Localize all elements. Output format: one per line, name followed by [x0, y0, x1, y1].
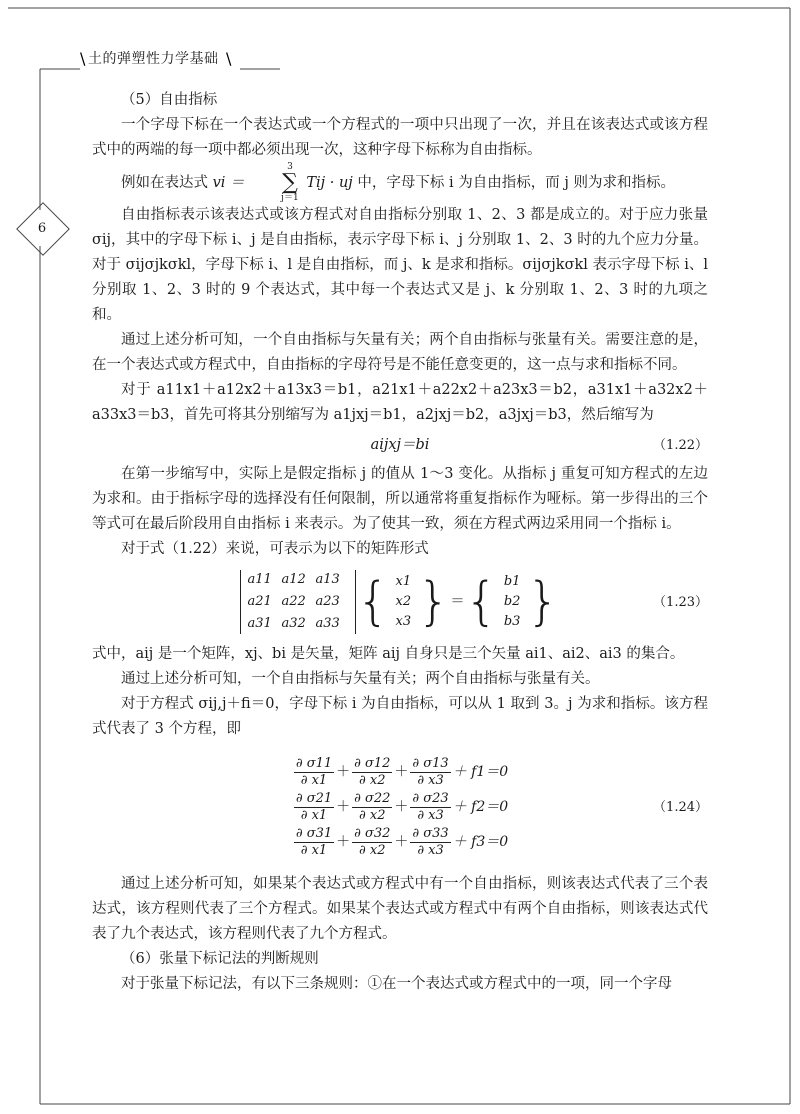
frac-num: ∂ σ11: [295, 755, 333, 771]
b-vector: [498, 572, 527, 632]
frac-den: ∂ x3: [417, 807, 444, 823]
svg-text:\: \: [226, 49, 232, 68]
frac-num: ∂ σ23: [412, 790, 449, 806]
equation-1-23: [92, 562, 708, 642]
eq123-number: （1.23）: [653, 594, 708, 610]
body-force-term: ＋ f2＝0: [452, 798, 509, 815]
paragraph-1: 一个字母下标在一个表达式或一个方程式的一项中只出现了一次，并且在该表达式或该方程式中的两端的每一项中都必须出现一次，这种字母下标称为自由指标。: [92, 117, 708, 158]
paragraph-2: [92, 163, 708, 203]
plus-sign: ＋: [394, 763, 409, 780]
equation-1-22: [92, 428, 708, 462]
frac-den: ∂ x2: [359, 772, 386, 788]
equilibrium-line-3: [292, 826, 508, 859]
frac-num: ∂ σ33: [412, 825, 449, 841]
right-brace-icon: }: [417, 572, 451, 632]
paragraph-9: 通过上述分析可知，一个自由指标与矢量有关；两个自由指标与张量有关。: [121, 671, 600, 687]
p2-pre: 例如在表达式: [121, 175, 213, 191]
body-force-term: ＋ f3＝0: [452, 833, 509, 850]
formula-term: Tij · uj: [306, 175, 353, 191]
frac-num: ∂ σ22: [354, 790, 391, 806]
vector-cell: b2: [503, 594, 521, 609]
frac-num: ∂ σ13: [412, 755, 449, 771]
plus-sign: ＋: [394, 833, 409, 850]
paragraph-5: 对于 a11x1＋a12x2＋a13x3＝b1，a21x1＋a22x2＋a23x3＝b2，a31x1＋a32x2＋a33x3＝b3，首先可将其分别缩写为 a1jxj＝b1，a2jxj＝b2，a3jxj＝b3，然后缩写为: [92, 382, 708, 423]
frac-num: ∂ σ31: [295, 825, 333, 841]
matrix-cell: a22: [281, 594, 306, 609]
frac-den: ∂ x2: [359, 842, 386, 858]
frac-num: ∂ σ21: [295, 790, 333, 806]
sum-symbol: [252, 163, 299, 203]
sigma-icon: ∑: [282, 170, 298, 195]
eq122-body: aijxj＝bi: [370, 436, 430, 453]
vector-cell: x1: [395, 574, 412, 589]
frac-num: ∂ σ12: [354, 755, 391, 771]
vector-cell: b1: [503, 574, 521, 589]
equilibrium-equations: [292, 756, 508, 859]
matrix-cell: a21: [247, 594, 272, 609]
paragraph-4: 通过上述分析可知，一个自由指标与矢量有关；两个自由指标与张量有关。需要注意的是，在一个表达式或方程式中，自由指标的字母符号是不能任意变更的，这一点与求和指标不同。: [92, 332, 708, 373]
frac-den: ∂ x1: [300, 772, 328, 788]
vector-cell: x2: [395, 594, 412, 609]
paragraph-3: 自由指标表示该表达式或该方程式对自由指标分别取 1、2、3 都是成立的。对于应力张量 σij，其中的字母下标 i、j 是自由指标，表示字母下标 i、j 分别取 1、2、3 时的九个应力分量。对于 σijσjkσkl，字母下标 i、l 是自由指标，而 j、k 是求和指标。σijσjkσkl 表示字母下标 i、l 分别取 1、2、3 时的 9 个表达式，其中每一个表达式又是 j、k 分别取 1、2、3 时的九项之和。: [92, 207, 708, 323]
page-number: 6: [37, 220, 47, 236]
equilibrium-line-1: [292, 756, 508, 789]
plus-sign: ＋: [336, 833, 351, 850]
paragraph-11: 通过上述分析可知，如果某个表达式或方程式中有一个自由指标，则该表达式代表了三个表达式，该方程则代表了三个方程式。如果某个表达式或方程式中有两个自由指标，则该表达式代表了九个表达式，该方程则代表了九个方程式。: [92, 876, 708, 942]
right-brace-icon: }: [526, 572, 560, 632]
frac-den: ∂ x3: [417, 772, 444, 788]
vector-cell: b3: [503, 614, 521, 629]
eq124-number: （1.24）: [653, 799, 708, 815]
frac-num: ∂ σ32: [354, 825, 391, 841]
coefficient-matrix: [240, 570, 356, 634]
section-6-title: （6）张量下标记法的判断规则: [121, 951, 319, 967]
equals-sign: ＝: [450, 593, 465, 610]
sum-bottom: j＝1: [281, 193, 299, 203]
running-header: 土的弹塑性力学基础: [88, 51, 219, 67]
plus-sign: ＋: [336, 798, 351, 815]
matrix-cell: a11: [247, 572, 272, 587]
paragraph-12: 对于张量下标记法，有以下三条规则：①在一个表达式或方程式中的一项，同一个字母: [121, 976, 672, 992]
paragraph-10: 对于方程式 σij,j＋fi＝0，字母下标 i 为自由指标，可以从 1 取到 3。j 为求和指标。该方程式代表了 3 个方程，即: [92, 696, 708, 737]
frac-den: ∂ x1: [300, 842, 328, 858]
equation-1-24: [92, 742, 708, 872]
body-force-term: ＋ f1＝0: [452, 763, 509, 780]
matrix-cell: a23: [315, 594, 340, 609]
x-vector: [390, 572, 418, 632]
frac-den: ∂ x1: [300, 807, 328, 823]
page-content: [92, 88, 708, 997]
eq122-number: （1.22）: [653, 437, 708, 453]
matrix-cell: a33: [315, 616, 340, 631]
matrix-cell: a13: [315, 572, 340, 587]
frac-den: ∂ x2: [359, 807, 386, 823]
left-brace-icon: {: [356, 572, 390, 632]
paragraph-6: 在第一步缩写中，实际上是假定指标 j 的值从 1～3 变化。从指标 j 重复可知方程式的左边为求和。由于指标字母的选择没有任何限制，所以通常将重复指标作为哑标。第一步得出的三个等式可在最后阶段用自由指标 i 来表示。为了使其一致，须在方程式两边采用同一个指标 i。: [92, 466, 708, 532]
paragraph-7: 对于式（1.22）来说，可表示为以下的矩阵形式: [121, 541, 429, 557]
sum-top: 3: [287, 162, 293, 172]
matrix-cell: a32: [281, 616, 306, 631]
equilibrium-line-2: [292, 791, 508, 824]
paragraph-8: 式中，aij 是一个矩阵，xj、bi 是矢量，矩阵 aij 自身只是三个矢量 ai1、ai2、ai3 的集合。: [92, 646, 685, 662]
plus-sign: ＋: [394, 798, 409, 815]
frac-den: ∂ x3: [417, 842, 444, 858]
svg-text:\: \: [80, 49, 86, 68]
left-brace-icon: {: [464, 572, 498, 632]
section-5-title: （5）自由指标: [121, 92, 218, 108]
plus-sign: ＋: [336, 763, 351, 780]
vector-cell: x3: [395, 614, 412, 629]
matrix-cell: a31: [247, 616, 272, 631]
formula-vi: vi ＝: [212, 175, 245, 191]
matrix-cell: a12: [281, 572, 306, 587]
p2-post: 中，字母下标 i 为自由指标，而 j 则为求和指标。: [357, 175, 675, 191]
